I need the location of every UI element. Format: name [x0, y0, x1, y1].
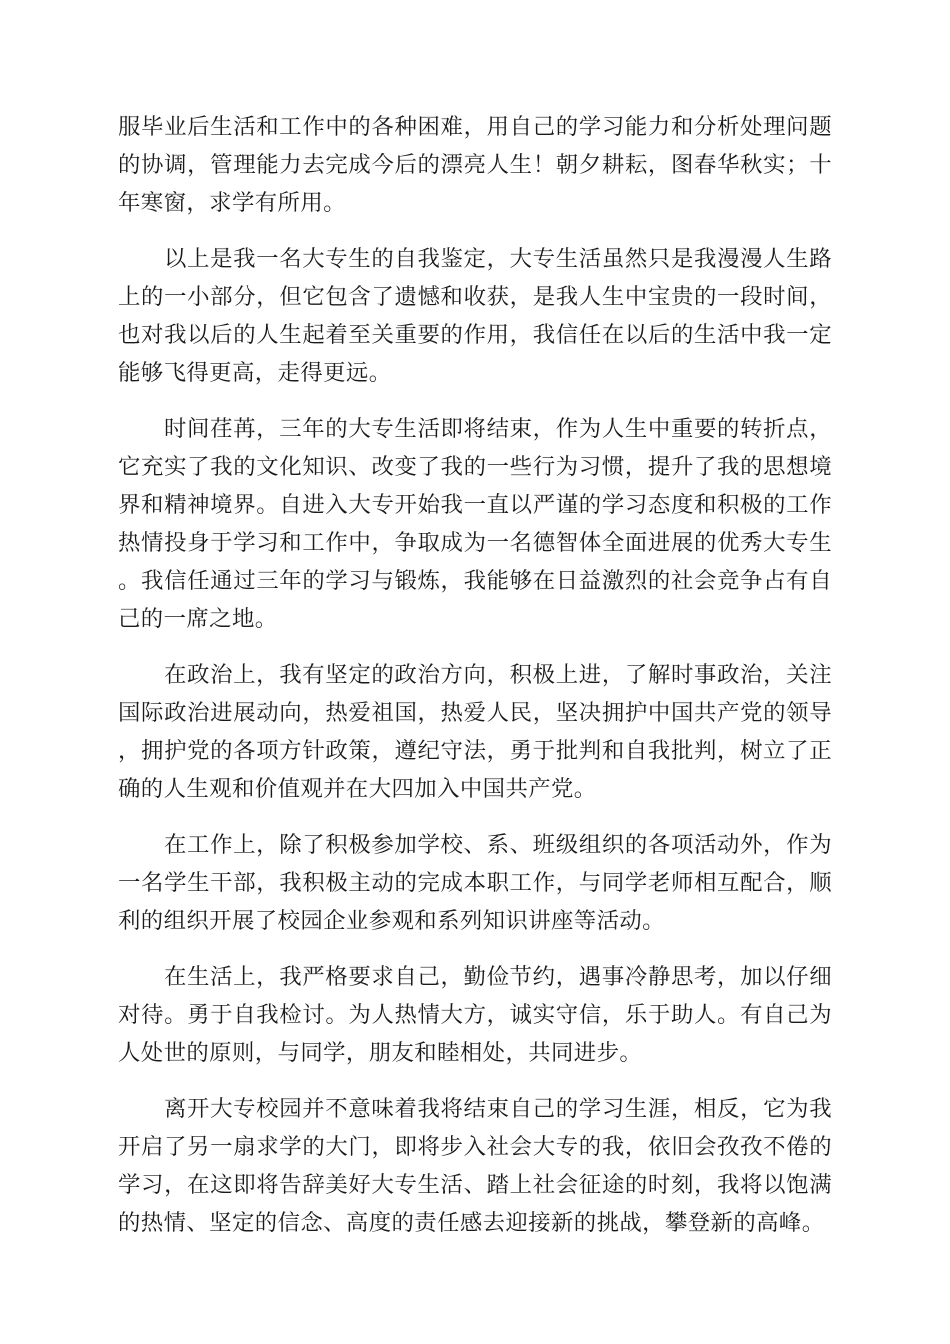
- paragraph-three-years: 时间荏苒，三年的大专生活即将结束，作为人生中重要的转折点，它充实了我的文化知识、改变了我的一些行为习惯，提升了我的思想境界和精神境界。自进入大专开始我一直以严谨的学习态度和积极的工作热情投身于学习和工作中，争取成为一名德智体全面进展的优秀大专生。我信任通过三年的学习与锻炼，我能够在日益激烈的社会竞争占有自己的一席之地。: [118, 416, 832, 632]
- paragraph-leaving-campus: 离开大专校园并不意味着我将结束自己的学习生涯，相反，它为我开启了另一扇求学的大门，即将步入社会大专的我，依旧会孜孜不倦的学习，在这即将告辞美好大专生活、踏上社会征途的时刻，我将以饱满的热情、坚定的信念、高度的责任感去迎接新的挑战，攀登新的高峰。: [118, 1096, 832, 1236]
- document-page: [118, 108, 832, 1242]
- paragraph-work: 在工作上，除了积极参加学校、系、班级组织的各项活动外，作为一名学生干部，我积极主动的完成本职工作，与同学老师相互配合，顺利的组织开展了校园企业参观和系列知识讲座等活动。: [118, 832, 832, 934]
- paragraph-continuation: 服毕业后生活和工作中的各种困难，用自己的学习能力和分析处理问题的协调，管理能力去完成今后的漂亮人生！朝夕耕耘，图春华秋实；十年寒窗，求学有所用。: [118, 114, 832, 216]
- paragraph-politics: 在政治上，我有坚定的政治方向，积极上进，了解时事政治，关注国际政治进展动向，热爱祖国，热爱人民，坚决拥护中国共产党的领导，拥护党的各项方针政策，遵纪守法，勇于批判和自我批判，树立了正确的人生观和价值观并在大四加入中国共产党。: [118, 662, 832, 802]
- paragraph-self-assessment: 以上是我一名大专生的自我鉴定，大专生活虽然只是我漫漫人生路上的一小部分，但它包含了遗憾和收获，是我人生中宝贵的一段时间，也对我以后的人生起着至关重要的作用，我信任在以后的生活中我一定能够飞得更高，走得更远。: [118, 246, 832, 386]
- paragraph-life: 在生活上，我严格要求自己，勤俭节约，遇事冷静思考，加以仔细对待。勇于自我检讨。为人热情大方，诚实守信，乐于助人。有自己为人处世的原则，与同学，朋友和睦相处，共同进步。: [118, 964, 832, 1066]
